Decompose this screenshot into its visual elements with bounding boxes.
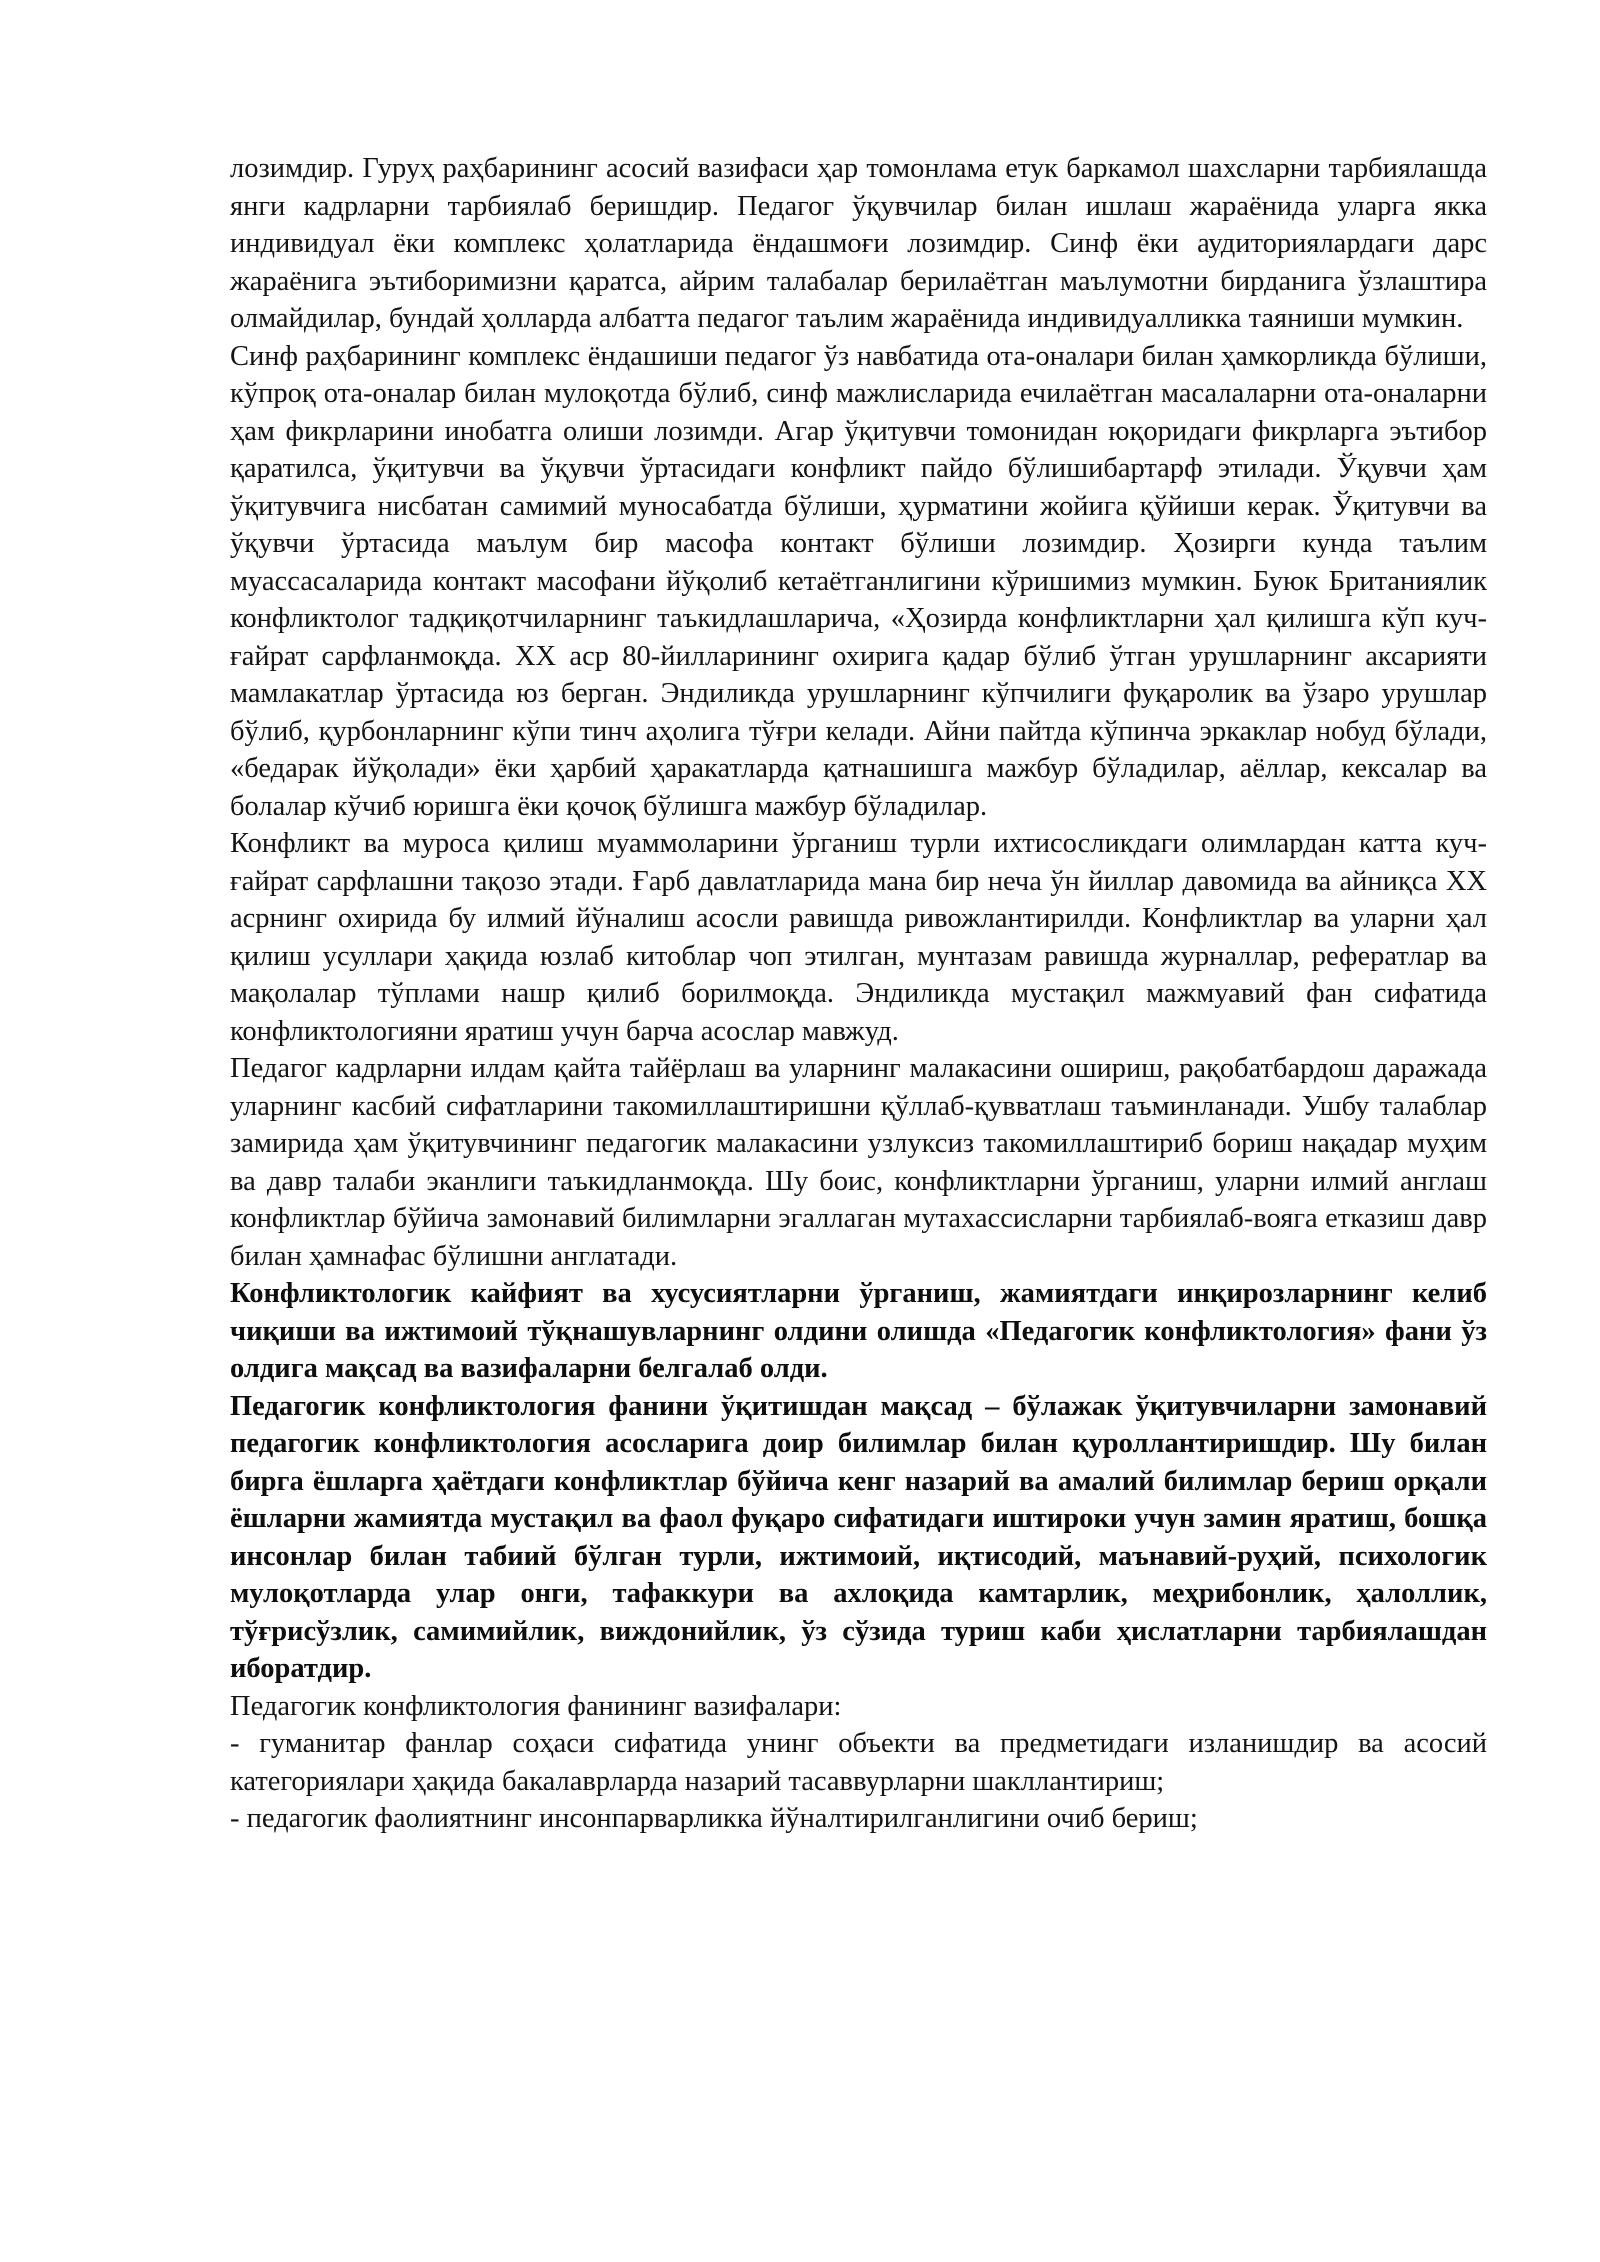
tasks-heading: Педагогик конфликтология фанининг вазифалари:: [230, 1690, 842, 1722]
paragraph-class-leader: Синф раҳбарининг комплекс ёндашиши педагог ўз навбатида ота-оналари билан ҳамкорликда бўлиши, кўпроқ ота-оналар билан мулоқотда бўлиб, синф мажлисларида ечилаётган масалаларни ота-оналарни ҳам фикрларини инобатга олиши лозимди. Агар ўқитувчи томонидан юқоридаги фикрларга эътибор қаратилса, ўқитувчи ва ўқувчи ўртасидаги конфликт пайдо бўлишибартарф этилади. Ўқувчи ҳам ўқитувчига нисбатан самимий муносабатда бўлиши, ҳурматини жойига қўйиши керак. Ўқитувчи ва ўқувчи ўртасида маълум бир масофа контакт бўлиши лозимдир. Ҳозирги кунда таълим муассасаларида контакт масофани йўқолиб кетаётганлигини кўришимиз мумкин. Буюк Британиялик конфликтолог тадқиқотчиларнинг таъкидлашларича, «Ҳозирда конфликтларни ҳал қилишга кўп куч-ғайрат сарфланмоқда. XX аср 80-йилларининг охирига қадар бўлиб ўтган урушларнинг аксарияти мамлакатлар ўртасида юз берган. Эндиликда урушларнинг кўпчилиги фуқаролик ва ўзаро урушлар бўлиб, қурбонларнинг кўпи тинч аҳолига тўғри келади. Айни пайтда кўпинча эркаклар нобуд бўлади, «бедарак йўқолади» ёки ҳарбий ҳаракатларда қатнашишга мажбур бўладилар, аёллар, кексалар ва болалар кўчиб юришга ёки қочоқ бўлишга мажбур бўладилар.: [230, 340, 1487, 822]
document-page: [230, 150, 1487, 1838]
paragraph-group-leader: лозимдир. Гуруҳ раҳбарининг асосий вазифаси ҳар томонлама етук баркамол шахсларни тарбиялашда янги кадрларни тарбиялаб беришдир. Педагог ўқувчилар билан ишлаш жараёнида уларга якка индивидуал ёки комплекс ҳолатларида ёндашмоғи лозимдир. Синф ёки аудиториялардаги дарс жараёнига эътиборимизни қаратса, айрим талабалар берилаётган маълумотни бирданига ўзлаштира олмайдилар, бундай ҳолларда албатта педагог таълим жараёнида индивидуалликка таяниши мумкин.: [230, 153, 1487, 334]
task-list-item: - гуманитар фанлар соҳаси сифатида унинг объекти ва предметидаги изланишдир ва асосий категориялари ҳақида бакалаврларда назарий тасаввурларни шакллантириш;: [230, 1728, 1487, 1797]
bold-paragraph-course-goal: Конфликтологик кайфият ва хусусиятларни ўрганиш, жамиятдаги инқирозларнинг келиб чиқиши ва ижтимоий тўқнашувларнинг олдини олишда «Педагогик конфликтология» фани ўз олдига мақсад ва вазифаларни белгалаб олди.: [230, 1278, 1487, 1384]
paragraph-conflict-study: Конфликт ва муроса қилиш муаммоларини ўрганиш турли ихтисосликдаги олимлардан катта куч-ғайрат сарфлашни тақозо этади. Ғарб давлатларида мана бир неча ўн йиллар давомида ва айниқса XX асрнинг охирида бу илмий йўналиш асосли равишда ривожлантирилди. Конфликтлар ва уларни ҳал қилиш усуллари ҳақида юзлаб китоблар чоп этилган, мунтазам равишда журналлар, рефератлар ва мақолалар тўплами нашр қилиб борилмоқда. Эндиликда мустақил мажмуавий фан сифатида конфликтологияни яратиш учун барча асослар мавжуд.: [230, 828, 1487, 1047]
paragraph-teacher-training: Педагог кадрларни илдам қайта тайёрлаш ва уларнинг малакасини ошириш, рақобатбардош даражада уларнинг касбий сифатларини такомиллаштиришни қўллаб-қувватлаш таъминланади. Ушбу талаблар замирида ҳам ўқитувчининг педагогик малакасини узлуксиз такомиллаштириб бориш нақадар муҳим ва давр талаби эканлиги таъкидланмоқда. Шу боис, конфликтларни ўрганиш, уларни илмий англаш конфликтлар бўйича замонавий билимларни эгаллаган мутахассисларни тарбиялаб-вояга етказиш давр билан ҳамнафас бўлишни англатади.: [230, 1053, 1487, 1272]
task-list-item: - педагогик фаолиятнинг инсонпарварликка йўналтирилганлигини очиб бериш;: [230, 1803, 1198, 1834]
bold-paragraph-course-purpose: Педагогик конфликтология фанини ўқитишдан мақсад – бўлажак ўқитувчиларни замонавий педагогик конфликтология асосларига доир билимлар билан қуроллантиришдир. Шу билан бирга ёшларга ҳаётдаги конфликтлар бўйича кенг назарий ва амалий билимлар бериш орқали ёшларни жамиятда мустақил ва фаол фуқаро сифатидаги иштироки учун замин яратиш, бошқа инсонлар билан табиий бўлган турли, ижтимоий, иқтисодий, маънавий-руҳий, психологик мулоқотларда улар онги, тафаккури ва ахлоқида камтарлик, меҳрибонлик, ҳалоллик, тўғрисўзлик, самимийлик, виждонийлик, ўз сўзида туриш каби ҳислатларни тарбиялашдан иборатдир.: [230, 1390, 1487, 1684]
